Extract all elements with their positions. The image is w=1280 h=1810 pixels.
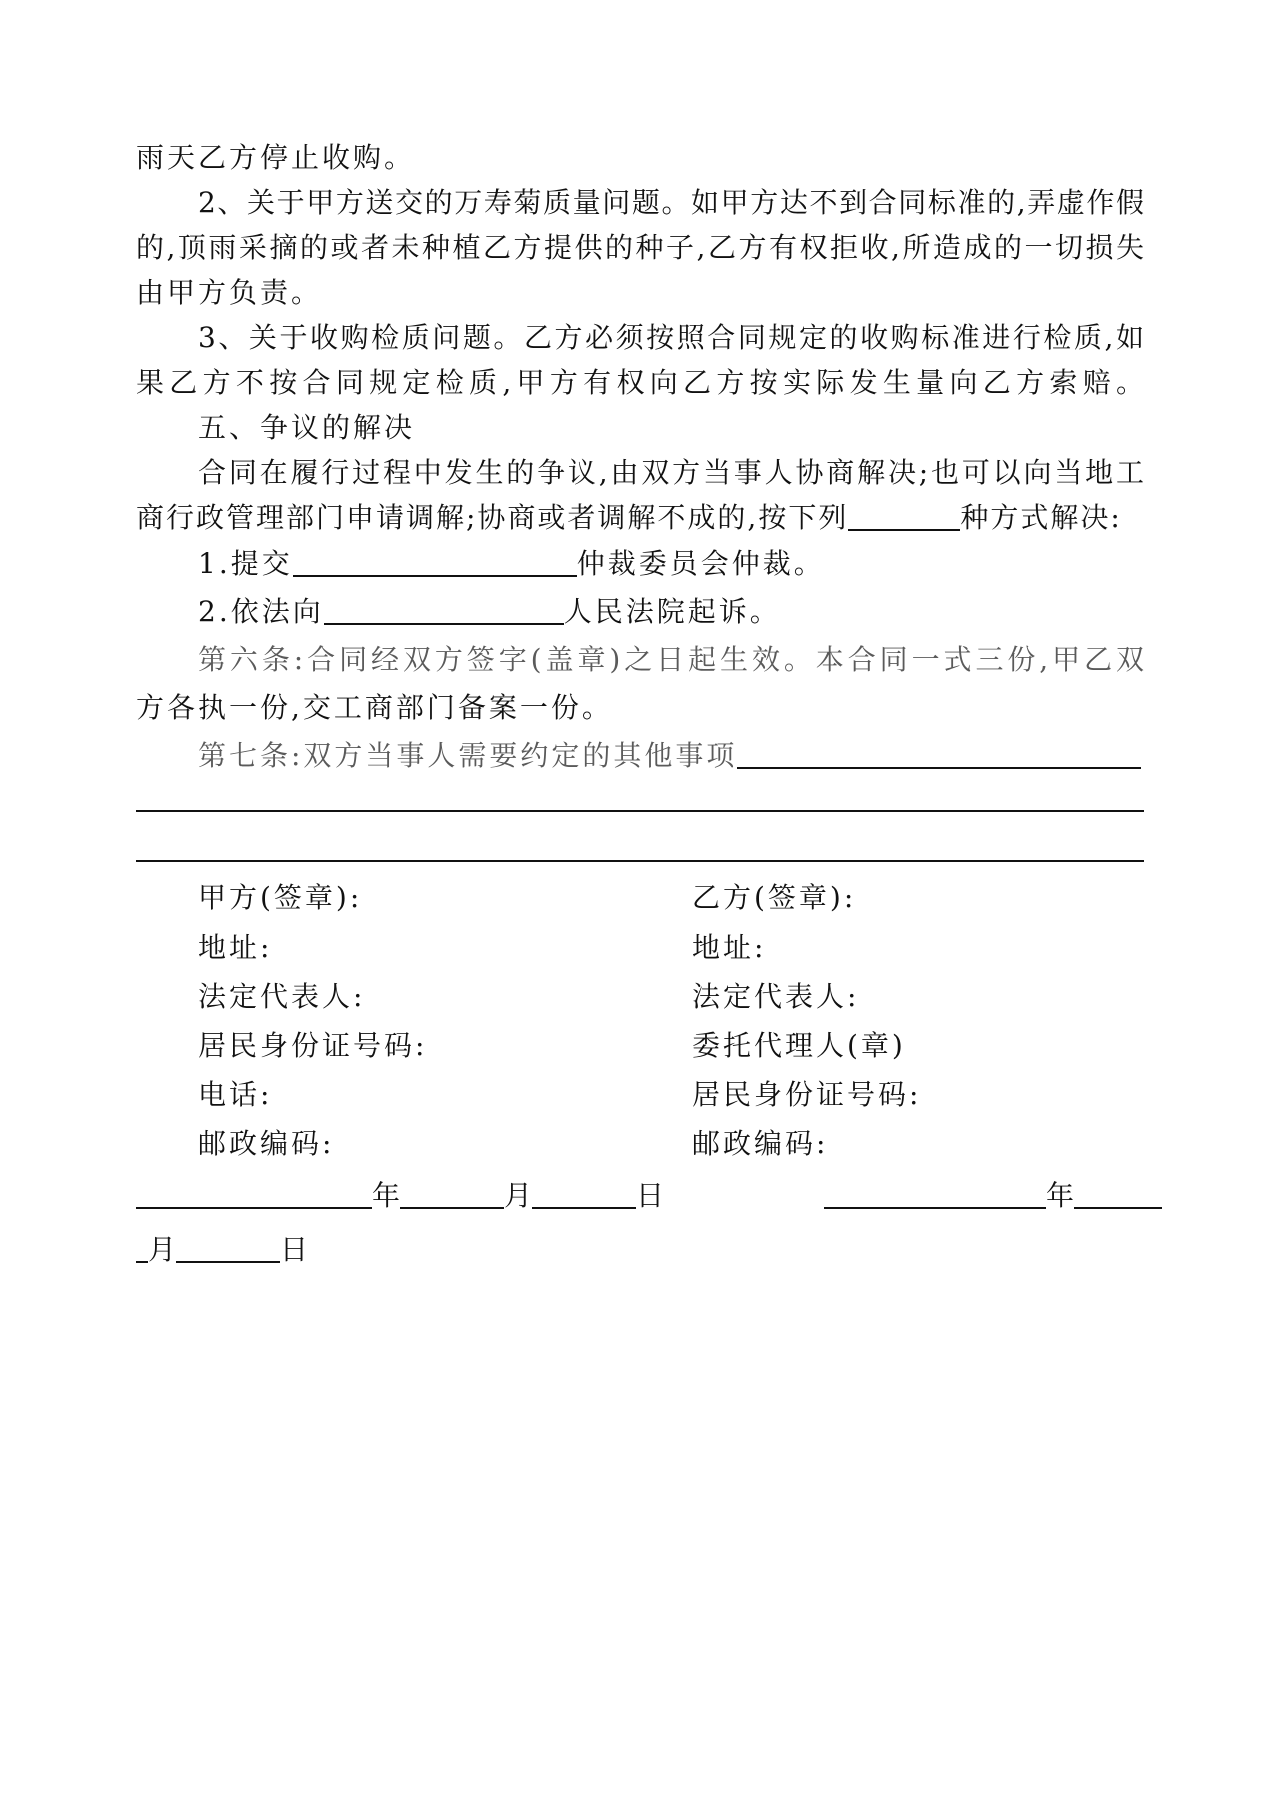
party-a-year-blank[interactable] — [136, 1177, 372, 1209]
party-b-agent: 委托代理人(章) — [692, 1029, 906, 1062]
clause-3-line-1: 3、关于收购检质问题。乙方必须按照合同规定的收购标准进行检质,如 — [198, 321, 1144, 354]
line-rain — [136, 134, 1144, 182]
other-matters-blank-2[interactable] — [136, 810, 1144, 812]
option-1-label: 1.提交 — [198, 547, 293, 580]
party-b-year-label: 年 — [1046, 1179, 1075, 1212]
other-matters-blank-1[interactable] — [737, 737, 1141, 769]
option-court — [198, 588, 1144, 636]
party-a-address: 地址: — [198, 931, 273, 964]
party-a-year-label: 年 — [372, 1179, 401, 1212]
method-count-blank[interactable] — [848, 499, 960, 531]
section-5-title: 五、争议的解决 — [198, 411, 416, 444]
party-a-date — [136, 1176, 664, 1216]
text-rain: 雨天乙方停止收购。 — [136, 141, 416, 174]
party-b-postal-code: 邮政编码: — [692, 1127, 829, 1160]
party-b-day-label: 日 — [280, 1233, 309, 1266]
clause-2-line-1: 2、关于甲方送交的万寿菊质量问题。如甲方达不到合同标准的,弄虚作假 — [198, 186, 1144, 219]
party-a-month-label: 月 — [504, 1179, 533, 1212]
party-a-day-label: 日 — [636, 1179, 665, 1212]
dispute-line-1: 合同在履行过程中发生的争议,由双方当事人协商解决;也可以向当地工 — [198, 456, 1144, 489]
party-b-day-blank[interactable] — [176, 1231, 280, 1263]
party-a-legal-rep: 法定代表人: — [198, 980, 366, 1013]
article-6-line-1: 第六条:合同经双方签字(盖章)之日起生效。本合同一式三份,甲乙双 — [198, 643, 1144, 676]
option-2-label: 2.依法向 — [198, 595, 324, 628]
party-b-title: 乙方(签章): — [692, 881, 857, 914]
party-b-legal-rep: 法定代表人: — [692, 980, 860, 1013]
party-b-date-year — [824, 1176, 1162, 1216]
court-name-blank[interactable] — [324, 593, 564, 625]
party-b-date-month-day — [136, 1230, 308, 1270]
option-2-tail: 人民法院起诉。 — [563, 595, 781, 628]
party-b-year-blank[interactable] — [824, 1177, 1046, 1209]
party-b-address: 地址: — [692, 931, 767, 964]
article-6-line-2: 方各执一份,交工商部门备案一份。 — [136, 691, 613, 724]
party-b-month-blank-start[interactable] — [1074, 1177, 1162, 1209]
party-b-month-label: 月 — [148, 1233, 177, 1266]
article-7-text: 第七条:双方当事人需要约定的其他事项 — [198, 739, 738, 772]
party-a-title: 甲方(签章): — [198, 881, 363, 914]
party-a-day-blank[interactable] — [532, 1177, 636, 1209]
other-matters-blank-3[interactable] — [136, 860, 1144, 862]
party-b-month-blank-end[interactable] — [136, 1231, 148, 1263]
party-a-id-number: 居民身份证号码: — [198, 1029, 428, 1062]
option-arbitration — [198, 540, 1144, 588]
party-a-phone: 电话: — [198, 1078, 273, 1111]
arbitration-commission-blank[interactable] — [293, 545, 577, 577]
article-7 — [198, 732, 1144, 780]
party-a-postal-code: 邮政编码: — [198, 1127, 335, 1160]
option-1-tail: 仲裁委员会仲裁。 — [576, 547, 825, 580]
dispute-line-2-text: 商行政管理部门申请调解;协商或者调解不成的,按下列 — [136, 501, 849, 534]
clause-3-line-2: 果乙方不按合同规定检质,甲方有权向乙方按实际发生量向乙方索赔。 — [136, 366, 1144, 399]
party-a-month-blank[interactable] — [400, 1177, 504, 1209]
clause-2-line-3: 由甲方负责。 — [136, 276, 323, 309]
dispute-line-2 — [136, 494, 1144, 542]
dispute-line-2-tail: 种方式解决: — [960, 501, 1122, 534]
party-b-id-number: 居民身份证号码: — [692, 1078, 922, 1111]
clause-2-line-2: 的,顶雨采摘的或者未种植乙方提供的种子,乙方有权拒收,所造成的一切损失 — [136, 231, 1144, 264]
